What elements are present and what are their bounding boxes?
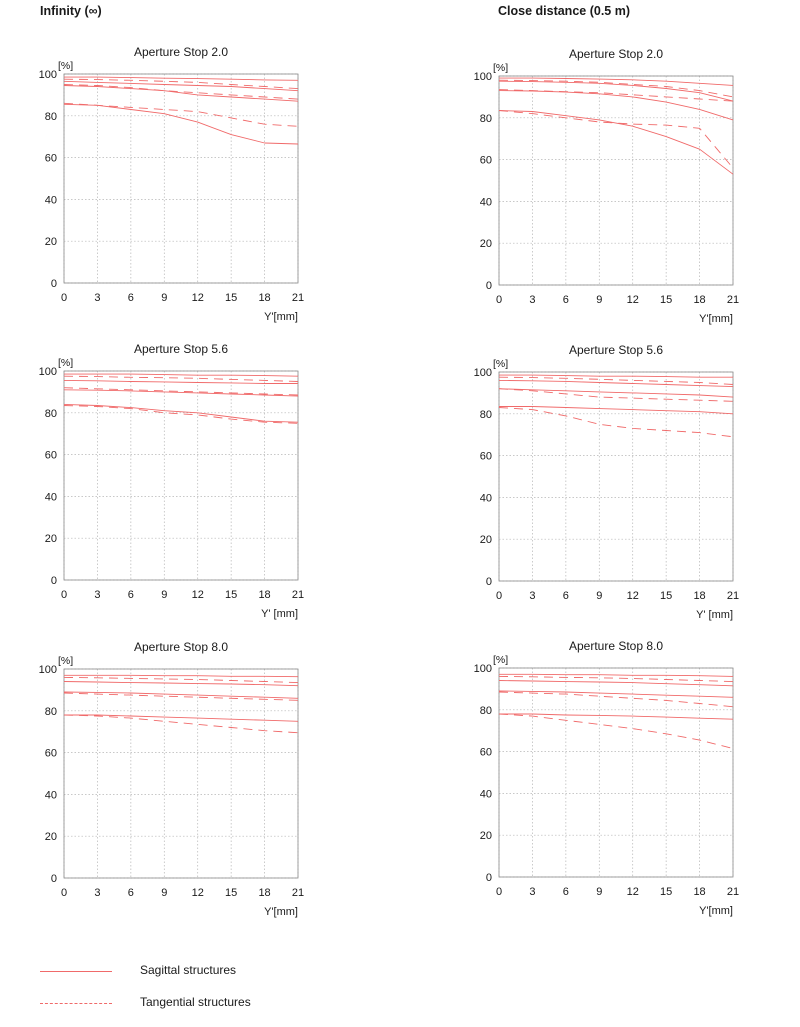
y-tick-label: 40	[44, 491, 57, 504]
x-tick-label: 9	[596, 294, 603, 306]
sagittal-curve	[64, 404, 298, 422]
tangential-curve	[64, 388, 298, 395]
x-tick-label: 3	[529, 590, 536, 602]
y-tick-label: 60	[479, 450, 492, 463]
sagittal-curve	[499, 681, 733, 686]
x-tick-label: 3	[94, 887, 101, 899]
x-tick-label: 12	[191, 589, 204, 601]
mtf-chart	[455, 338, 785, 636]
x-tick-label: 18	[258, 589, 271, 601]
y-axis-label: [%]	[493, 358, 509, 370]
legend-tangential	[40, 994, 340, 1014]
x-tick-label: 12	[191, 887, 204, 899]
x-tick-label: 3	[94, 292, 101, 304]
x-tick-label: 21	[291, 887, 305, 899]
sagittal-legend-label: Sagittal structures	[140, 963, 237, 977]
y-axis-label: [%]	[58, 655, 74, 667]
x-tick-label: 21	[726, 886, 740, 898]
y-tick-label: 0	[485, 280, 492, 292]
x-tick-label: 6	[562, 886, 569, 898]
y-tick-label: 80	[479, 704, 492, 717]
sagittal-curve	[64, 86, 298, 102]
x-tick-label: 9	[161, 589, 168, 601]
x-tick-label: 15	[660, 590, 673, 602]
x-tick-label: 15	[225, 887, 238, 899]
sagittal-curve	[499, 674, 733, 676]
y-tick-label: 40	[44, 789, 57, 802]
chart-title: Aperture Stop 5.6	[568, 343, 664, 357]
tangential-line-swatch	[40, 1003, 112, 1004]
x-tick-label: 9	[161, 292, 168, 304]
x-axis-label: Y'[mm]	[264, 311, 298, 323]
sagittal-curve	[64, 390, 298, 396]
sagittal-curve	[64, 682, 298, 686]
x-axis-label: Y'[mm]	[699, 905, 733, 917]
x-tick-label: 21	[291, 292, 305, 304]
mtf-chart	[20, 40, 350, 338]
y-axis-label: [%]	[58, 357, 74, 369]
y-tick-label: 60	[479, 154, 492, 167]
chart-title: Aperture Stop 2.0	[568, 47, 664, 61]
y-tick-label: 0	[485, 872, 492, 884]
tangential-curve	[499, 692, 733, 707]
sagittal-curve	[64, 692, 298, 698]
chart-title: Aperture Stop 5.6	[133, 342, 229, 356]
sagittal-curve	[64, 380, 298, 383]
y-tick-label: 20	[44, 236, 57, 249]
chart-title: Aperture Stop 8.0	[568, 639, 664, 653]
x-tick-label: 15	[225, 589, 238, 601]
y-tick-label: 20	[44, 533, 57, 546]
plot-frame	[64, 669, 298, 878]
y-tick-label: 20	[479, 238, 492, 251]
chart-title: Aperture Stop 8.0	[133, 640, 229, 654]
y-tick-label: 60	[479, 746, 492, 759]
x-axis-label: Y' [mm]	[696, 609, 733, 621]
y-axis-label: [%]	[58, 60, 74, 72]
x-tick-label: 6	[562, 294, 569, 306]
sagittal-curve	[499, 691, 733, 697]
mtf-chart	[20, 635, 350, 933]
infinity-column-title: Infinity (∞)	[40, 4, 102, 18]
x-tick-label: 3	[529, 886, 536, 898]
y-tick-label: 80	[44, 110, 57, 123]
x-tick-label: 3	[529, 294, 536, 306]
sagittal-curve	[499, 91, 733, 120]
y-tick-label: 20	[479, 534, 492, 547]
tangential-curve	[499, 80, 733, 97]
mtf-chart	[455, 634, 785, 932]
y-tick-label: 0	[50, 278, 57, 290]
y-tick-label: 40	[479, 492, 492, 505]
y-axis-label: [%]	[493, 654, 509, 666]
sagittal-curve	[499, 111, 733, 175]
x-tick-label: 6	[127, 589, 134, 601]
tangential-curve	[499, 714, 733, 749]
y-tick-label: 0	[50, 575, 57, 587]
y-axis-label: [%]	[493, 62, 509, 74]
x-tick-label: 15	[660, 294, 673, 306]
x-tick-label: 6	[127, 292, 134, 304]
x-tick-label: 18	[693, 294, 706, 306]
plot-frame	[499, 76, 733, 285]
x-tick-label: 0	[60, 292, 68, 304]
x-tick-label: 3	[94, 589, 101, 601]
x-tick-label: 12	[626, 886, 639, 898]
y-tick-label: 80	[44, 407, 57, 420]
x-tick-label: 12	[626, 590, 639, 602]
x-tick-label: 15	[660, 886, 673, 898]
x-tick-label: 18	[693, 886, 706, 898]
y-tick-label: 80	[479, 112, 492, 125]
x-tick-label: 15	[225, 292, 238, 304]
y-tick-label: 100	[38, 366, 57, 378]
x-tick-label: 21	[726, 294, 740, 306]
plot-frame	[499, 668, 733, 877]
x-tick-label: 9	[596, 590, 603, 602]
x-tick-label: 0	[60, 887, 68, 899]
x-tick-label: 21	[291, 589, 305, 601]
y-tick-label: 40	[479, 196, 492, 209]
y-tick-label: 80	[479, 408, 492, 421]
x-axis-label: Y' [mm]	[261, 608, 298, 620]
y-tick-label: 80	[44, 705, 57, 718]
sagittal-curve	[64, 374, 298, 376]
x-tick-label: 18	[258, 887, 271, 899]
plot-frame	[499, 372, 733, 581]
y-tick-label: 100	[473, 663, 492, 675]
tangential-curve	[64, 79, 298, 88]
mtf-chart	[20, 337, 350, 635]
x-tick-label: 21	[726, 590, 740, 602]
x-tick-label: 0	[495, 886, 503, 898]
y-tick-label: 100	[473, 367, 492, 379]
sagittal-curve	[499, 380, 733, 386]
x-tick-label: 9	[596, 886, 603, 898]
y-tick-label: 20	[479, 830, 492, 843]
y-tick-label: 60	[44, 449, 57, 462]
y-tick-label: 100	[38, 664, 57, 676]
mtf-chart	[455, 42, 785, 340]
x-tick-label: 6	[127, 887, 134, 899]
y-tick-label: 40	[479, 788, 492, 801]
sagittal-line-swatch	[40, 971, 112, 972]
tangential-legend-label: Tangential structures	[140, 995, 251, 1009]
chart-title: Aperture Stop 2.0	[133, 45, 229, 59]
sagittal-curve	[499, 375, 733, 377]
y-tick-label: 20	[44, 831, 57, 844]
close-distance-column-title: Close distance (0.5 m)	[498, 4, 630, 18]
tangential-curve	[64, 103, 298, 126]
legend-sagittal	[40, 962, 340, 982]
x-tick-label: 18	[693, 590, 706, 602]
x-tick-label: 12	[626, 294, 639, 306]
x-tick-label: 0	[495, 590, 503, 602]
y-tick-label: 100	[38, 69, 57, 81]
y-tick-label: 100	[473, 71, 492, 83]
plot-frame	[64, 371, 298, 580]
sagittal-curve	[499, 389, 733, 397]
x-tick-label: 0	[60, 589, 68, 601]
sagittal-curve	[64, 675, 298, 676]
x-tick-label: 9	[161, 887, 168, 899]
y-tick-label: 0	[485, 576, 492, 588]
tangential-curve	[64, 693, 298, 700]
x-axis-label: Y'[mm]	[699, 313, 733, 325]
x-tick-label: 18	[258, 292, 271, 304]
x-axis-label: Y'[mm]	[264, 906, 298, 918]
y-tick-label: 60	[44, 152, 57, 165]
x-tick-label: 6	[562, 590, 569, 602]
y-tick-label: 60	[44, 747, 57, 760]
x-tick-label: 12	[191, 292, 204, 304]
y-tick-label: 0	[50, 873, 57, 885]
x-tick-label: 0	[495, 294, 503, 306]
y-tick-label: 40	[44, 194, 57, 207]
